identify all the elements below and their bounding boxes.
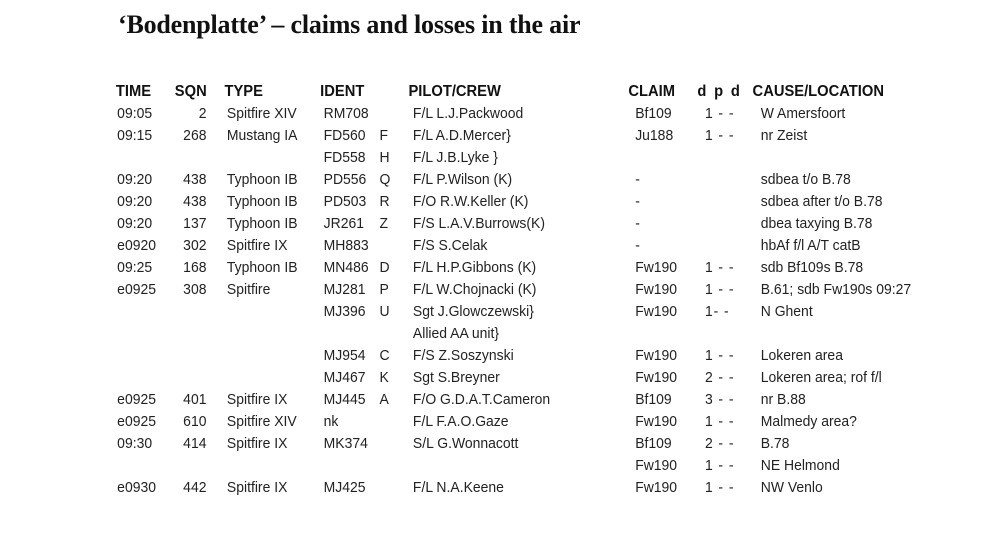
- cell-time: e0925: [117, 391, 156, 408]
- header-dpd: d p d: [697, 83, 742, 100]
- cell-claim: Fw190: [635, 457, 678, 474]
- cell-time: 09:20: [117, 193, 153, 210]
- cell-sqn: 308: [183, 281, 207, 298]
- header-ident: IDENT: [320, 83, 365, 100]
- cell-pilot-crew: F/S Z.Soszynski: [412, 347, 514, 364]
- table-row: [0, 103, 930, 125]
- cell-dpd: 1 - -: [704, 127, 735, 144]
- table-row: [0, 455, 930, 477]
- table-row: [0, 257, 930, 279]
- cell-dpd: 1 - -: [704, 105, 735, 122]
- cell-type: Spitfire: [226, 281, 271, 298]
- cell-ident: MJ396: [323, 303, 366, 320]
- cell-sqn: 268: [183, 127, 207, 144]
- cell-claim: Fw190: [635, 281, 678, 298]
- header-cause-location: CAUSE/LOCATION: [752, 83, 884, 100]
- cell-type: Spitfire IX: [226, 479, 288, 496]
- cell-type: Typhoon IB: [226, 171, 298, 188]
- cell-cause-location: sdbea after t/o B.78: [760, 193, 883, 210]
- cell-ident-letter: R: [379, 193, 390, 210]
- table-row: [0, 279, 930, 301]
- header-sqn: SQN: [174, 83, 207, 100]
- cell-type: Typhoon IB: [226, 259, 298, 276]
- cell-dpd: 2 - -: [704, 435, 735, 452]
- cell-cause-location: NW Venlo: [760, 479, 823, 496]
- cell-time: e0925: [117, 281, 156, 298]
- cell-cause-location: Lokeren area: [760, 347, 843, 364]
- cell-ident: MJ425: [323, 479, 366, 496]
- cell-ident: MH883: [323, 237, 369, 254]
- cell-pilot-crew: F/O G.D.A.T.Cameron: [412, 391, 551, 408]
- cell-ident-letter: F: [379, 127, 388, 144]
- cell-type: Typhoon IB: [226, 193, 298, 210]
- table-row: [0, 411, 930, 433]
- cell-ident: FD558: [323, 149, 366, 166]
- cell-time: 09:20: [117, 171, 153, 188]
- cell-pilot-crew: F/L A.D.Mercer}: [412, 127, 511, 144]
- cell-ident: MJ281: [323, 281, 366, 298]
- cell-claim: -: [635, 171, 640, 188]
- cell-sqn: 168: [183, 259, 207, 276]
- cell-dpd: 2 - -: [704, 369, 735, 386]
- cell-time: 09:20: [117, 215, 153, 232]
- cell-time: e0920: [117, 237, 156, 254]
- cell-cause-location: sdbea t/o B.78: [760, 171, 851, 188]
- cell-ident: MJ954: [323, 347, 366, 364]
- cell-sqn: 2: [198, 105, 207, 122]
- header-claim: CLAIM: [628, 83, 675, 100]
- cell-pilot-crew: Sgt J.Glowczewski}: [412, 303, 534, 320]
- table-row: [0, 301, 930, 323]
- cell-pilot-crew: Sgt S.Breyner: [412, 369, 500, 386]
- cell-claim: Fw190: [635, 259, 678, 276]
- cell-dpd: 1 - -: [704, 347, 735, 364]
- cell-claim: Fw190: [635, 303, 678, 320]
- cell-ident-letter: K: [379, 369, 389, 386]
- cell-sqn: 438: [183, 193, 207, 210]
- cell-cause-location: nr Zeist: [760, 127, 808, 144]
- cell-ident: PD503: [323, 193, 367, 210]
- cell-ident-letter: H: [379, 149, 390, 166]
- cell-dpd: 1 - -: [704, 281, 735, 298]
- cell-ident-letter: U: [379, 303, 390, 320]
- header-type: TYPE: [224, 83, 263, 100]
- cell-pilot-crew: F/O R.W.Keller (K): [412, 193, 529, 210]
- cell-pilot-crew: S/L G.Wonnacott: [412, 435, 519, 452]
- cell-claim: Bf109: [635, 391, 672, 408]
- table-row: [0, 433, 930, 455]
- cell-type: Spitfire XIV: [226, 105, 297, 122]
- cell-type: Spitfire IX: [226, 391, 288, 408]
- cell-pilot-crew: F/L N.A.Keene: [412, 479, 504, 496]
- cell-pilot-crew: F/L W.Chojnacki (K): [412, 281, 537, 298]
- cell-ident: RM708: [323, 105, 369, 122]
- cell-cause-location: W Amersfoort: [760, 105, 846, 122]
- cell-type: Mustang IA: [226, 127, 298, 144]
- table-row: [0, 477, 930, 499]
- cell-claim: Fw190: [635, 479, 678, 496]
- cell-pilot-crew: F/L J.B.Lyke }: [412, 149, 498, 166]
- cell-ident-letter: C: [379, 347, 390, 364]
- table-row: [0, 147, 930, 169]
- cell-ident-letter: P: [379, 281, 389, 298]
- cell-sqn: 438: [183, 171, 207, 188]
- cell-dpd: 1 - -: [704, 259, 735, 276]
- cell-claim: -: [635, 215, 640, 232]
- cell-claim: -: [635, 193, 640, 210]
- cell-dpd: 1- -: [704, 303, 730, 320]
- cell-ident-letter: Z: [379, 215, 388, 232]
- cell-ident: JR261: [323, 215, 364, 232]
- cell-cause-location: Malmedy area?: [760, 413, 857, 430]
- cell-ident: nk: [323, 413, 339, 430]
- table-row: [0, 389, 930, 411]
- cell-sqn: 610: [183, 413, 207, 430]
- cell-ident: MJ445: [323, 391, 366, 408]
- cell-cause-location: B.61; sdb Fw190s 09:27: [760, 281, 912, 298]
- cell-pilot-crew: F/L H.P.Gibbons (K): [412, 259, 537, 276]
- claims-losses-table: [0, 81, 1000, 499]
- cell-time: e0925: [117, 413, 156, 430]
- cell-ident: MN486: [323, 259, 369, 276]
- table-row: [0, 367, 930, 389]
- cell-claim: Fw190: [635, 413, 678, 430]
- table-body: [0, 103, 1000, 499]
- cell-dpd: 3 - -: [704, 391, 735, 408]
- cell-sqn: 414: [183, 435, 207, 452]
- cell-claim: Bf109: [635, 435, 672, 452]
- cell-time: 09:15: [117, 127, 153, 144]
- cell-type: Spitfire IX: [226, 435, 288, 452]
- cell-cause-location: B.78: [760, 435, 790, 452]
- table-row: [0, 323, 930, 345]
- cell-type: Typhoon IB: [226, 215, 298, 232]
- cell-claim: Fw190: [635, 369, 678, 386]
- cell-claim: Ju188: [635, 127, 674, 144]
- cell-cause-location: N Ghent: [760, 303, 813, 320]
- cell-ident-letter: Q: [379, 171, 391, 188]
- cell-type: Spitfire IX: [226, 237, 288, 254]
- table-row: [0, 213, 930, 235]
- cell-ident: MK374: [323, 435, 368, 452]
- table-row: [0, 191, 930, 213]
- table-header-row: [0, 81, 920, 103]
- cell-cause-location: sdb Bf109s B.78: [760, 259, 864, 276]
- cell-ident-letter: A: [379, 391, 389, 408]
- cell-dpd: 1 - -: [704, 457, 735, 474]
- cell-type: Spitfire XIV: [226, 413, 297, 430]
- table-row: [0, 345, 930, 367]
- cell-time: 09:25: [117, 259, 153, 276]
- cell-cause-location: NE Helmond: [760, 457, 840, 474]
- cell-sqn: 302: [183, 237, 207, 254]
- cell-claim: -: [635, 237, 640, 254]
- header-pilot-crew: PILOT/CREW: [408, 83, 501, 100]
- cell-pilot-crew: F/L L.J.Packwood: [412, 105, 524, 122]
- table-row: [0, 125, 930, 147]
- cell-pilot-crew: F/S L.A.V.Burrows(K): [412, 215, 545, 232]
- cell-time: e0930: [117, 479, 156, 496]
- cell-claim: Bf109: [635, 105, 672, 122]
- cell-claim: Fw190: [635, 347, 678, 364]
- cell-pilot-crew: Allied AA unit}: [412, 325, 500, 342]
- cell-pilot-crew: F/L P.Wilson (K): [412, 171, 513, 188]
- cell-ident: PD556: [323, 171, 367, 188]
- cell-sqn: 137: [183, 215, 207, 232]
- cell-dpd: 1 - -: [704, 413, 735, 430]
- cell-time: 09:30: [117, 435, 153, 452]
- cell-cause-location: nr B.88: [760, 391, 806, 408]
- cell-ident: MJ467: [323, 369, 366, 386]
- cell-pilot-crew: F/S S.Celak: [412, 237, 488, 254]
- cell-cause-location: hbAf f/l A/T catB: [760, 237, 861, 254]
- cell-pilot-crew: F/L F.A.O.Gaze: [412, 413, 509, 430]
- cell-ident: FD560: [323, 127, 366, 144]
- cell-cause-location: dbea taxying B.78: [760, 215, 873, 232]
- table-row: [0, 169, 930, 191]
- table-row: [0, 235, 930, 257]
- cell-dpd: 1 - -: [704, 479, 735, 496]
- page-title: ‘Bodenplatte’ – claims and losses in the air: [118, 10, 581, 39]
- cell-sqn: 442: [183, 479, 207, 496]
- header-time: TIME: [115, 83, 152, 100]
- cell-sqn: 401: [183, 391, 207, 408]
- cell-time: 09:05: [117, 105, 153, 122]
- cell-ident-letter: D: [379, 259, 390, 276]
- cell-cause-location: Lokeren area; rof f/l: [760, 369, 882, 386]
